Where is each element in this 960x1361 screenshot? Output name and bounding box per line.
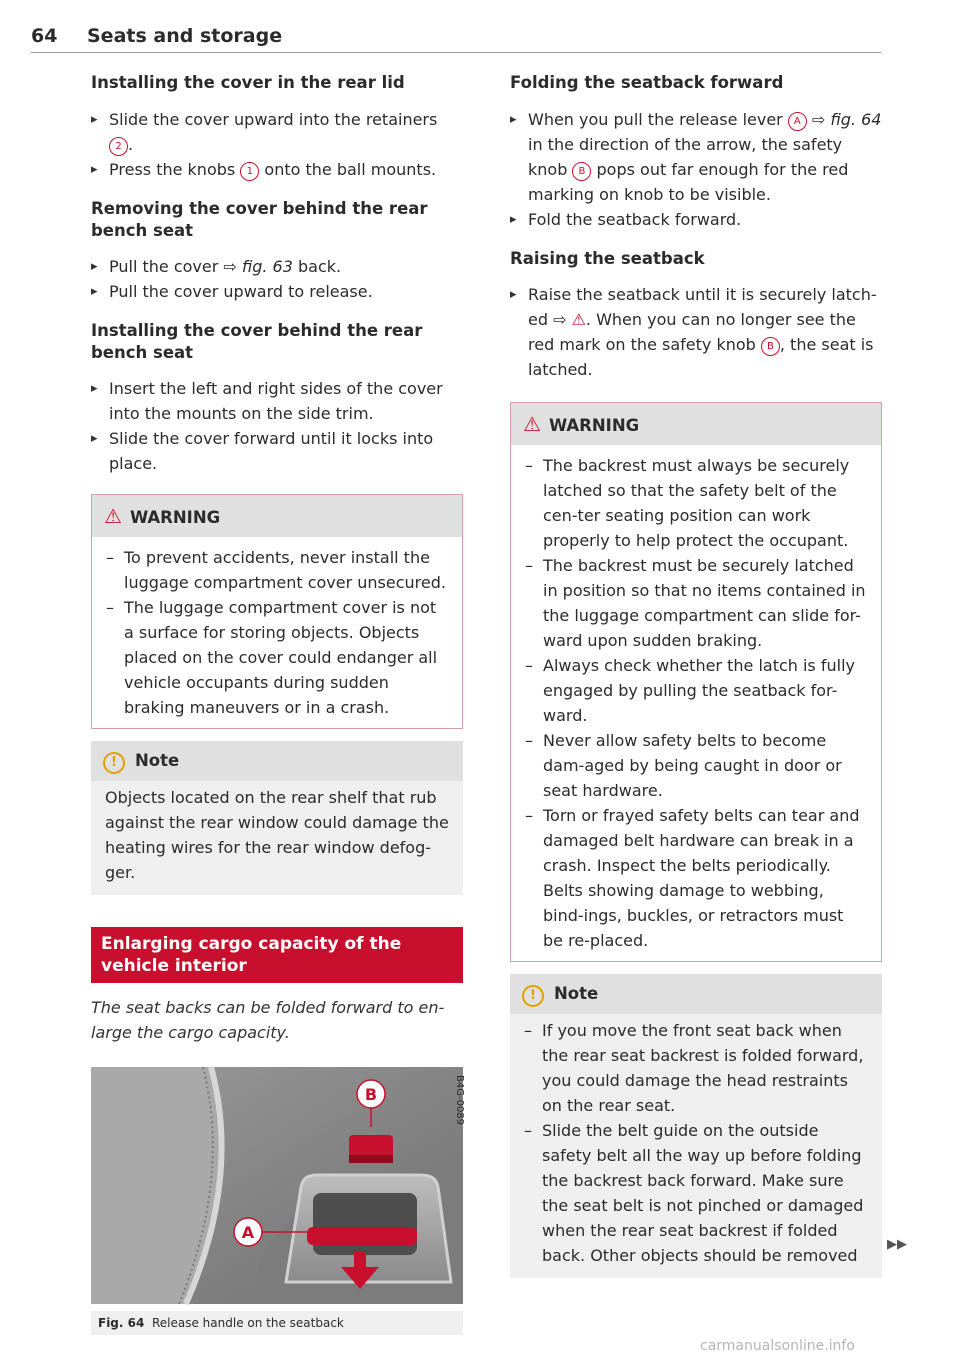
- right-column: [510, 72, 882, 1278]
- callout-1: 1: [240, 162, 259, 181]
- figure-caption-text: Release handle on the seatback: [151, 1316, 344, 1330]
- page-header: [31, 22, 881, 53]
- list-item: – The backrest must always be securely latched so that the safety belt of the cen-ter seating position can work properly to help protect the occupant.: [525, 453, 867, 553]
- list-item: – To prevent accidents, never install the luggage compartment cover unsecured.: [106, 545, 448, 595]
- note-header: [91, 741, 463, 781]
- step-list: [91, 107, 463, 182]
- list-item: ▸ Pull the cover upward to release.: [91, 279, 463, 304]
- note-title: Note: [135, 751, 180, 770]
- warning-ref-icon[interactable]: ⚠: [571, 310, 586, 329]
- list-item: – If you move the front seat back when the rear seat backrest is folded forward, you could damage the head restraints on the rear seat.: [524, 1018, 868, 1118]
- step-text: Press the knobs: [109, 160, 241, 179]
- list-item: – Never allow safety belts to become dam-aged by being caught in door or seat hardware.: [525, 728, 867, 803]
- figure-reference[interactable]: ⇨ fig. 63: [223, 257, 293, 276]
- step-text: When you pull the release lever: [528, 110, 788, 129]
- note-icon: !: [522, 985, 544, 1007]
- heading-install-cover-bench: Installing the cover behind the rear bench seat: [91, 321, 423, 362]
- callout-2: 2: [109, 137, 128, 156]
- step-text: in the direction of the arrow, the safety knob: [528, 135, 843, 179]
- continue-arrow-icon: ▶▶: [887, 1237, 907, 1252]
- list-item: – Always check whether the latch is fully engaged by pulling the seatback for-ward.: [525, 653, 867, 728]
- note-body: Objects located on the rear shelf that rub against the rear window could damage the heating wires for the rear window defog-ger.: [91, 781, 463, 895]
- heading-remove-cover: Removing the cover behind the rear bench seat: [91, 199, 428, 240]
- step-text: . When you can no longer see the red mark on the safety knob: [528, 310, 856, 354]
- section-banner: Enlarging cargo capacity of the vehicle interior: [91, 927, 463, 983]
- figure-code: B4G-0089: [454, 1075, 465, 1126]
- note-title: Note: [554, 984, 599, 1003]
- step-text: .: [128, 135, 134, 154]
- list-item: [91, 157, 463, 182]
- step-text: Raise the seatback until it is securely latch-ed ⇨: [528, 285, 877, 329]
- release-handle-illustration: [91, 1067, 463, 1304]
- step-list: [91, 376, 463, 476]
- warning-title: WARNING: [129, 508, 221, 527]
- warning-body: [92, 537, 462, 728]
- figure-caption: [91, 1311, 463, 1335]
- list-item: [510, 282, 882, 382]
- step-text: back.: [292, 257, 342, 276]
- warning-header: [511, 403, 881, 445]
- warning-box: [91, 494, 463, 729]
- figure-label-b: B: [364, 1085, 378, 1104]
- warning-box: [510, 402, 882, 962]
- section-intro: The seat backs can be folded forward to en-large the cargo capacity.: [91, 998, 445, 1042]
- list-item: [91, 254, 463, 279]
- warning-title: WARNING: [548, 416, 640, 435]
- callout-b: B: [572, 162, 591, 181]
- note-body: [510, 1014, 882, 1278]
- figure-64: [91, 1067, 463, 1335]
- step-list: [510, 107, 882, 232]
- list-item: ▸ Fold the seatback forward.: [510, 207, 882, 232]
- note-box: [510, 974, 882, 1278]
- step-text: Pull the cover: [109, 257, 224, 276]
- watermark: carmanualsonline.info: [700, 1338, 855, 1354]
- figure-reference[interactable]: ⇨ fig. 64: [806, 110, 882, 129]
- warning-body: [511, 445, 881, 961]
- callout-a: A: [788, 112, 807, 131]
- step-text: onto the ball mounts.: [259, 160, 437, 179]
- step-list: [510, 282, 882, 382]
- list-item: [91, 107, 463, 157]
- note-header: [510, 974, 882, 1014]
- step-list: [91, 254, 463, 304]
- warning-icon: ⚠: [104, 504, 122, 528]
- list-item: ▸ Slide the cover forward until it locks into place.: [91, 426, 463, 476]
- heading-install-cover-rear-lid: Installing the cover in the rear lid: [91, 73, 405, 92]
- list-item: – Slide the belt guide on the outside safety belt all the way up before folding the backrest back forward. Make sure the seat belt is not pinched or damaged when the rear seat backrest if folded back. Other objects should be removed: [524, 1118, 868, 1268]
- warning-header: [92, 495, 462, 537]
- heading-raise-seatback: Raising the seatback: [510, 249, 705, 268]
- warning-icon: ⚠: [523, 412, 541, 436]
- list-item: – The luggage compartment cover is not a surface for storing objects. Objects placed on the cover could endanger all vehicle occupants during sudden braking maneuvers or in a crash.: [106, 595, 448, 720]
- step-text: Slide the cover upward into the retainers: [109, 110, 438, 129]
- note-icon: !: [103, 752, 125, 774]
- section-title: Seats and storage: [87, 25, 283, 47]
- step-text: , the seat is latched.: [528, 335, 874, 379]
- callout-b: B: [761, 337, 780, 356]
- heading-fold-seatback: Folding the seatback forward: [510, 73, 784, 92]
- list-item: – Torn or frayed safety belts can tear and damaged belt hardware can break in a crash. Inspect the belts periodically. Belts showing damage to webbing, bind-ings, buckles, or retractors must be re-placed.: [525, 803, 867, 953]
- note-box: [91, 741, 463, 895]
- list-item: [510, 107, 882, 207]
- figure-label-a: A: [241, 1223, 255, 1242]
- left-column: [91, 72, 463, 1335]
- step-text: pops out far enough for the red marking on knob to be visible.: [528, 160, 849, 204]
- page-number: 64: [31, 25, 58, 47]
- list-item: – The backrest must be securely latched in position so that no items contained in the luggage compartment can slide for-ward upon sudden braking.: [525, 553, 867, 653]
- list-item: ▸ Insert the left and right sides of the cover into the mounts on the side trim.: [91, 376, 463, 426]
- figure-number: Fig. 64: [98, 1316, 145, 1330]
